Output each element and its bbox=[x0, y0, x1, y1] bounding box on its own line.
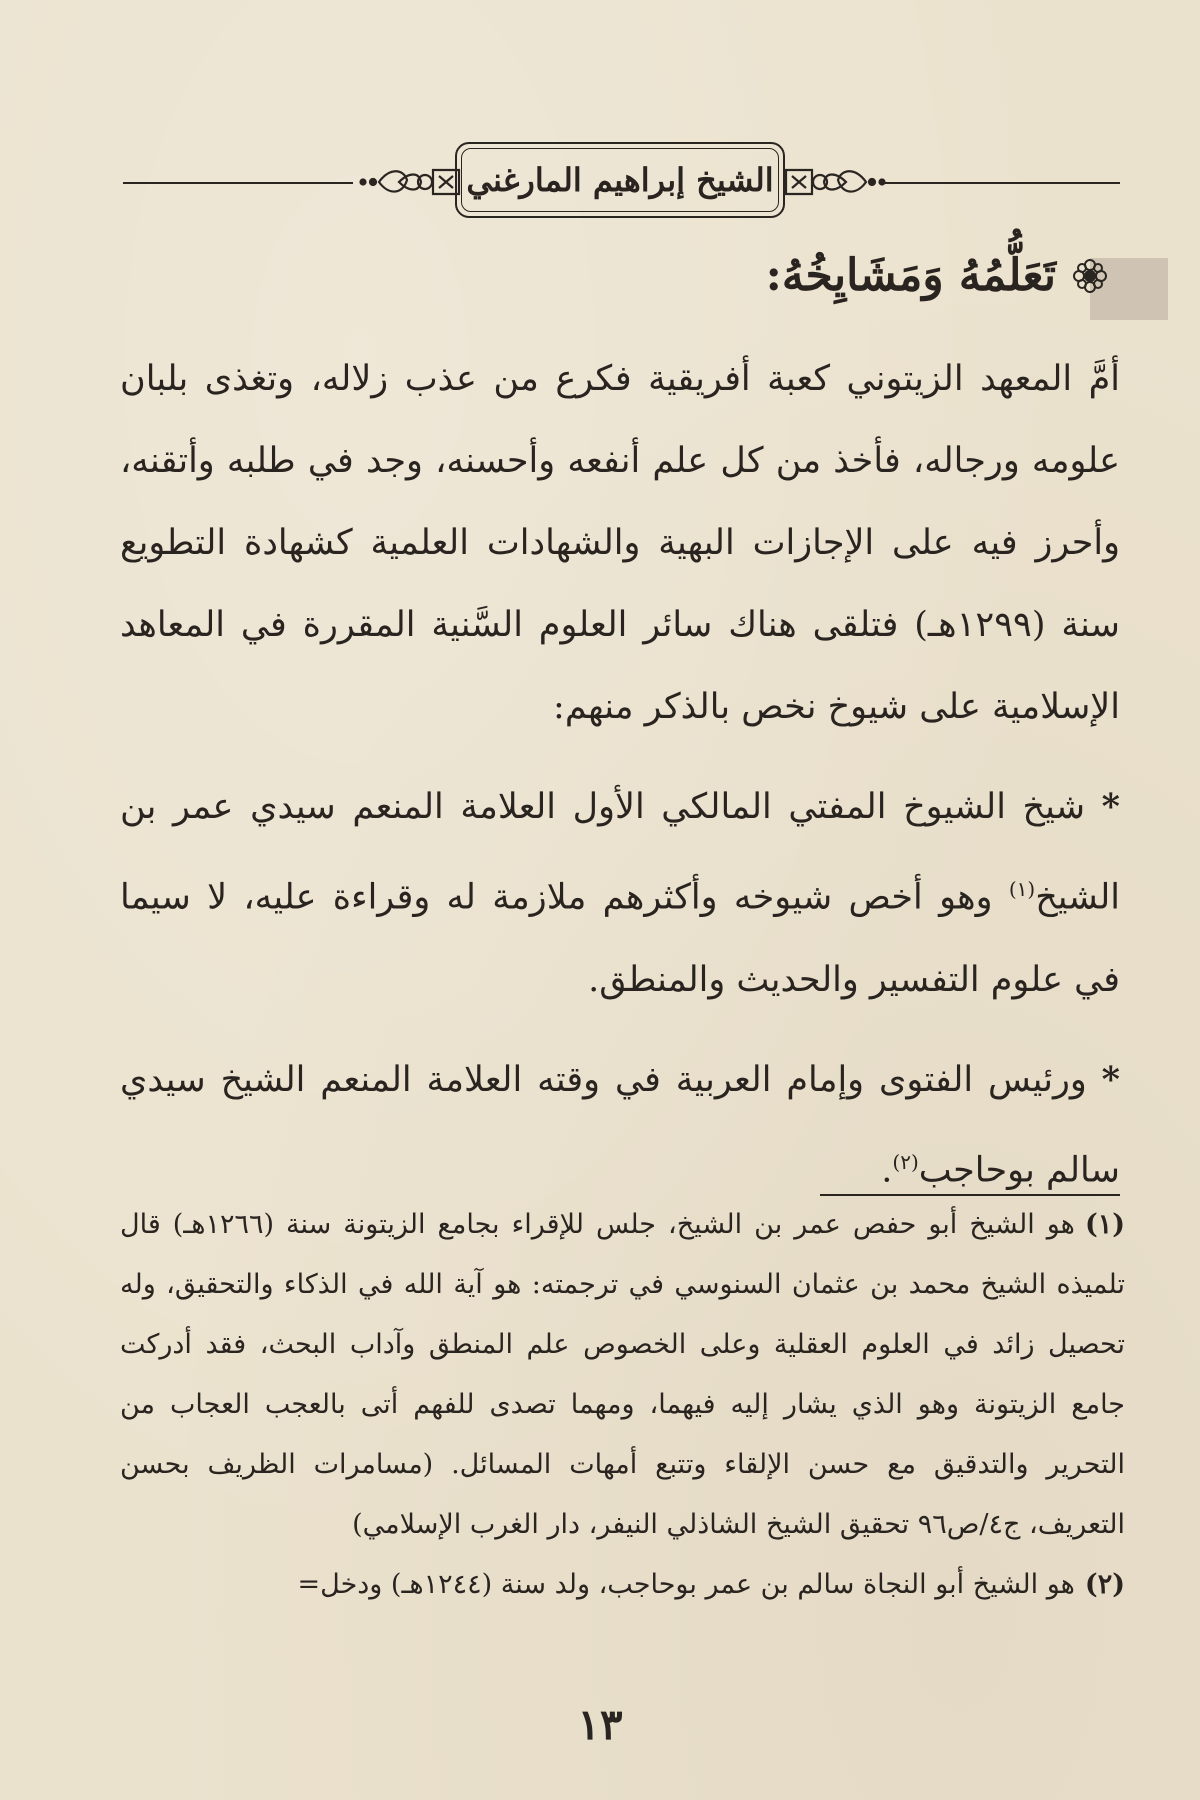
ornament-left-icon bbox=[355, 150, 465, 214]
footnote-2 bbox=[120, 1555, 1125, 1615]
main-text bbox=[120, 338, 1120, 1211]
teacher-paragraph-2 bbox=[120, 1039, 1120, 1212]
section-heading-text: تَعَلُّمُهُ وَمَشَايِخُهُ: bbox=[765, 250, 1056, 301]
header-rule-right bbox=[885, 182, 1120, 184]
teacher-1-text-b: وهو أخص شيوخه وأكثرهم ملازمة له وقراءة عليه، لا سيما في علوم التفسير والحديث والمنطق. bbox=[120, 877, 1120, 1000]
footnote-1-mark: (١) bbox=[1084, 1209, 1126, 1240]
intro-paragraph: أمَّ المعهد الزيتوني كعبة أفريقية فكرع من عذب زلاله، وتغذى بلبان علومه ورجاله، فأخذ من كل علم أنفعه وأحسنه، وجد في طلبه وأتقنه، وأحرز فيه على الإجازات البهية والشهادات العلمية كشهادة التطويع سنة (١٢٩٩هـ) فتلقى هناك سائر العلوم السَّنية المقررة في المعاهد الإسلامية على شيوخ نخص بالذكر منهم: bbox=[120, 359, 1121, 727]
page-number: ١٣ bbox=[577, 1700, 623, 1749]
running-header bbox=[455, 142, 785, 218]
footnote-2-mark: (٢) bbox=[1084, 1569, 1125, 1600]
footnotes bbox=[120, 1195, 1125, 1615]
bullet-asterisk: * bbox=[1101, 786, 1120, 827]
teacher-1-text-a: شيخ الشيوخ المفتي المالكي الأول العلامة المنعم سيدي عمر بن الشيخ bbox=[120, 787, 1120, 918]
teacher-2-text-a: ورئيس الفتوى وإمام العربية في وقته العلامة المنعم الشيخ سيدي سالم بوحاجب bbox=[120, 1059, 1120, 1191]
flower-ornament-icon bbox=[1070, 256, 1110, 296]
footnote-ref-2: (٢) bbox=[892, 1149, 919, 1174]
section-heading bbox=[766, 250, 1110, 301]
bullet-asterisk: * bbox=[1101, 1058, 1120, 1100]
footnote-1 bbox=[120, 1195, 1125, 1555]
teacher-2-text-b: . bbox=[881, 1150, 893, 1191]
header-rule-left bbox=[123, 182, 353, 184]
running-header-title: الشيخ إبراهيم المارغني bbox=[466, 161, 774, 199]
footnote-2-text: هو الشيخ أبو النجاة سالم بن عمر بوحاجب، ولد سنة (١٢٤٤هـ) ودخل= bbox=[297, 1569, 1075, 1600]
footnote-ref-1: (١) bbox=[1008, 877, 1036, 901]
teacher-paragraph-1 bbox=[120, 766, 1120, 1021]
ornament-right-icon bbox=[780, 150, 890, 214]
footnote-1-text: هو الشيخ أبو حفص عمر بن الشيخ، جلس للإقراء بجامع الزيتونة سنة (١٢٦٦هـ) قال تلميذه الشيخ محمد بن عثمان السنوسي في ترجمته: هو آية الله في الذكاء والتحقيق، وله تحصيل زائد في العلوم العقلية وعلى الخصوص علم المنطق وآداب البحث، فقد أدركت جامع الزيتونة وهو الذي يشار إليه فيهما، ومهما تصدى للفهم أتى بالعجب العجاب من التحرير والتدقيق مع حسن الإلقاء وتتبع أمهات المسائل. (مسامرات الظريف بحسن التعريف، ج٤/ص٩٦ تحقيق الشيخ الشاذلي النيفر، دار الغرب الإسلامي) bbox=[120, 1209, 1125, 1540]
